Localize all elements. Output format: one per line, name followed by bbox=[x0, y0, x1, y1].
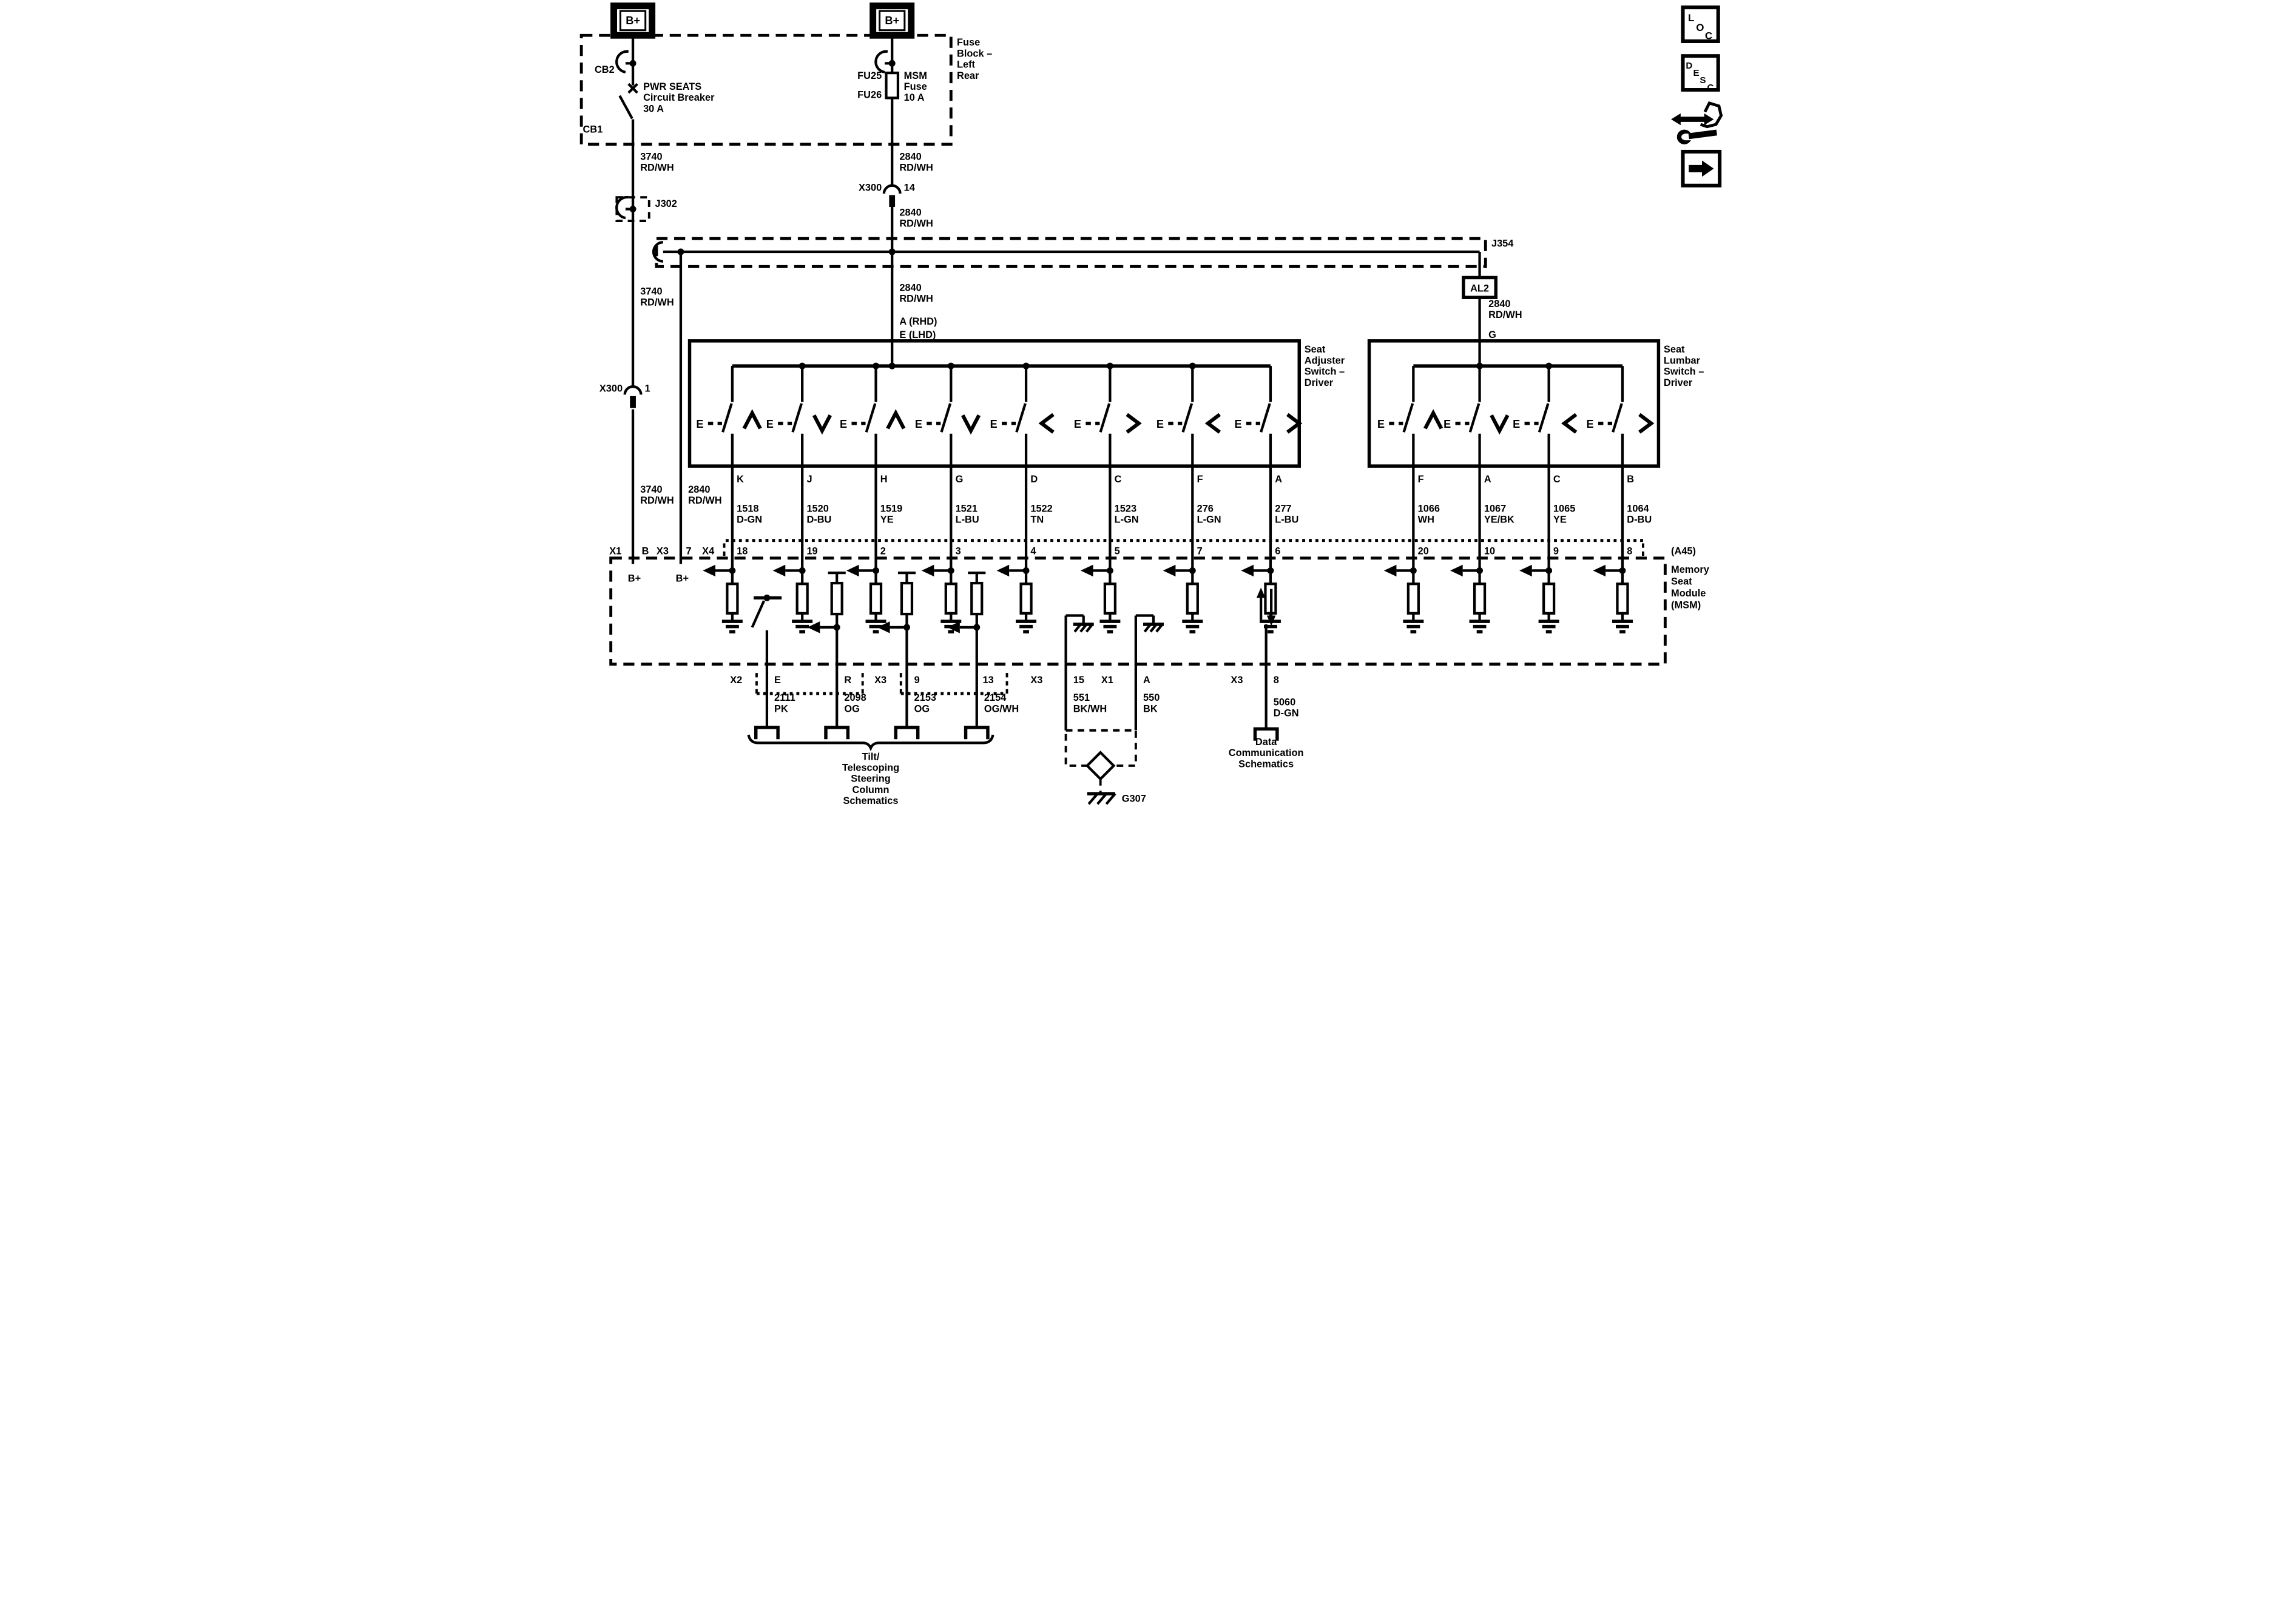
x300-connector-1 bbox=[599, 383, 650, 408]
caption-line: Steering bbox=[850, 773, 891, 785]
switch-blade bbox=[752, 601, 763, 627]
circuit-id: 2111 bbox=[774, 692, 795, 704]
e-terminal: E bbox=[1073, 418, 1081, 431]
circuit-color: D-BU bbox=[1626, 514, 1652, 525]
driver-arrow-icon bbox=[703, 565, 715, 576]
load-icon bbox=[971, 583, 982, 614]
load-icon bbox=[727, 584, 737, 613]
desc-letter: E bbox=[1692, 67, 1700, 78]
load-icon bbox=[1104, 584, 1115, 613]
load-icon bbox=[797, 584, 807, 613]
ground-icon bbox=[721, 621, 742, 632]
msm-pin: 10 bbox=[1484, 545, 1495, 557]
cb1-label: CB1 bbox=[582, 124, 603, 135]
circuit-color: L-GN bbox=[1197, 514, 1221, 525]
caption-line: Telescoping bbox=[842, 762, 899, 774]
load-icon bbox=[1408, 584, 1418, 613]
switch-blade bbox=[792, 403, 802, 432]
load-icon bbox=[871, 584, 881, 613]
driver-arrow-icon bbox=[1519, 565, 1532, 576]
x300-label: X300 bbox=[858, 182, 882, 194]
fuse-block-label bbox=[957, 37, 992, 81]
right-chevron-icon bbox=[1287, 414, 1298, 432]
adjuster-switch-J bbox=[766, 366, 831, 632]
ground-icon bbox=[1538, 621, 1559, 632]
circuit-color: RD/WH bbox=[640, 297, 674, 308]
msm-pin: 8 bbox=[1626, 545, 1632, 557]
caption-line: Data bbox=[1255, 737, 1277, 748]
loc-letter: O bbox=[1695, 21, 1704, 33]
circuit-id: 2098 bbox=[843, 692, 866, 704]
e-terminal: E bbox=[695, 418, 704, 431]
conn: X1 bbox=[1101, 675, 1113, 686]
msm-title: Seat bbox=[1670, 576, 1692, 587]
terminal-icon bbox=[755, 727, 777, 739]
up-chevron-icon bbox=[887, 413, 903, 428]
up-chevron-icon bbox=[744, 413, 760, 428]
circuit-id: 2840 bbox=[899, 282, 922, 294]
driver-arrow-icon bbox=[846, 565, 859, 576]
circuit-id: 1064 bbox=[1626, 503, 1649, 515]
cb2-label: CB2 bbox=[594, 64, 615, 76]
switch-blade bbox=[1100, 403, 1109, 432]
msm-pin: 5 bbox=[1114, 545, 1120, 557]
terminal-g: G bbox=[1488, 329, 1496, 340]
circuit-breaker-icon bbox=[620, 84, 637, 118]
seat-adjuster-switch bbox=[689, 341, 1345, 466]
seat-lumbar-switch bbox=[1369, 341, 1704, 466]
switch-pin: C bbox=[1114, 473, 1122, 485]
circuit-color: YE bbox=[880, 514, 894, 525]
msm-designator: (A45) bbox=[1670, 545, 1696, 557]
lumbar-switch-C bbox=[1513, 366, 1576, 632]
box-title: Lumbar bbox=[1663, 355, 1700, 366]
caption-line: Communication bbox=[1228, 748, 1304, 759]
down-chevron-icon bbox=[1491, 415, 1507, 430]
ground-icon bbox=[1403, 621, 1423, 632]
circuit-color: D-GN bbox=[736, 514, 762, 525]
circuit-color: L-GN bbox=[1114, 514, 1139, 525]
switch-blade bbox=[1470, 403, 1479, 432]
circuit-color: D-BU bbox=[806, 514, 831, 525]
switch-pin: F bbox=[1417, 473, 1424, 485]
loc-letter: L bbox=[1687, 12, 1694, 24]
brace bbox=[748, 735, 993, 748]
adjuster-switch-G bbox=[914, 366, 979, 632]
right-arrowhead-icon bbox=[1704, 113, 1714, 125]
tilt-output-13 bbox=[947, 573, 1019, 739]
circuit-color: PK bbox=[774, 703, 788, 715]
circuit-color: RD/WH bbox=[899, 162, 933, 174]
circuit-color: YE bbox=[1553, 514, 1567, 525]
tilt-output-9 bbox=[877, 573, 936, 739]
adjuster-switch-C bbox=[1073, 366, 1138, 632]
circuit-id: 2840 bbox=[1488, 299, 1511, 310]
ground-icon bbox=[1612, 621, 1632, 632]
conn: X3 bbox=[1030, 675, 1042, 686]
driver-arrow-icon bbox=[1163, 565, 1175, 576]
load-icon bbox=[1544, 584, 1554, 613]
ground-icon bbox=[1099, 621, 1120, 632]
switch-blade bbox=[1016, 403, 1025, 432]
al2-branch bbox=[1463, 252, 1522, 366]
e-terminal: E bbox=[766, 418, 774, 431]
ground-ref: G307 bbox=[1121, 793, 1146, 805]
driver-arrow-icon bbox=[996, 565, 1009, 576]
down-chevron-icon bbox=[962, 415, 979, 430]
driver-arrow-icon bbox=[1241, 565, 1254, 576]
e-terminal: E bbox=[1586, 418, 1594, 431]
pin-b: B bbox=[641, 545, 649, 557]
switch-blade bbox=[866, 403, 875, 432]
desc-button[interactable] bbox=[1683, 56, 1718, 93]
circuit-color: OG bbox=[914, 703, 930, 715]
msm-pin: 6 bbox=[1274, 545, 1280, 557]
caption-line: Schematics bbox=[1238, 758, 1294, 770]
conn-x2: X2 bbox=[729, 675, 742, 686]
splice-icon bbox=[1087, 752, 1113, 779]
battery-feed-left bbox=[613, 6, 652, 36]
e-terminal: E bbox=[990, 418, 998, 431]
switch-pin: A bbox=[1274, 473, 1282, 485]
bplus-label: B+ bbox=[884, 15, 899, 27]
bplus-label: B+ bbox=[625, 15, 640, 27]
switch-pin: H bbox=[880, 473, 888, 485]
tilt-output-R bbox=[807, 573, 866, 739]
up-arrow-icon bbox=[1256, 587, 1265, 598]
circuit-id: 1518 bbox=[736, 503, 759, 515]
j302-label: J302 bbox=[654, 198, 677, 209]
switch-blade bbox=[1403, 403, 1413, 432]
right-chevron-icon bbox=[1127, 414, 1138, 432]
fuse-icon bbox=[886, 73, 897, 98]
circuit-color: L-BU bbox=[955, 514, 979, 525]
switch-pin: B bbox=[1626, 473, 1634, 485]
label-line: Left bbox=[956, 59, 975, 70]
driver-arrow-icon bbox=[921, 565, 934, 576]
load-icon bbox=[831, 583, 842, 614]
circuit-id: 277 bbox=[1274, 503, 1292, 515]
circuit-id: 2840 bbox=[899, 151, 922, 163]
circuit-id: 3740 bbox=[640, 151, 663, 163]
msm-pin: 3 bbox=[955, 545, 961, 557]
circuit-id: 2154 bbox=[984, 692, 1006, 704]
fuse-rating: 10 A bbox=[903, 92, 925, 104]
circuit-color: RD/WH bbox=[899, 293, 933, 305]
terminal-lhd: E (LHD) bbox=[899, 329, 936, 340]
switch-blade bbox=[1261, 403, 1270, 432]
caption-line: Schematics bbox=[843, 795, 899, 807]
x300-label: X300 bbox=[599, 383, 623, 394]
circuit-id: 1065 bbox=[1553, 503, 1575, 515]
driver-arrow-icon bbox=[1383, 565, 1396, 576]
breaker-type: Circuit Breaker bbox=[643, 92, 714, 104]
msm-title: Module bbox=[1670, 587, 1706, 599]
right-chevron-icon bbox=[1639, 414, 1650, 432]
label-line: Rear bbox=[956, 70, 979, 81]
switch-pin: F bbox=[1197, 473, 1203, 485]
breaker-rating: 30 A bbox=[643, 103, 664, 115]
msm-outline bbox=[610, 558, 1665, 664]
circuit-color: L-BU bbox=[1274, 514, 1298, 525]
box-title: Adjuster bbox=[1304, 355, 1345, 366]
conn-x1: X1 bbox=[609, 545, 621, 557]
box-title: Seat bbox=[1663, 344, 1685, 356]
tilt-caption bbox=[748, 735, 993, 806]
wiring-diagram-page bbox=[574, 0, 1723, 813]
left-arrowhead-icon bbox=[1671, 113, 1681, 125]
pin: A bbox=[1143, 675, 1150, 686]
msm-title: Memory bbox=[1670, 564, 1709, 576]
circuit-color: RD/WH bbox=[899, 218, 933, 229]
box-title: Switch – bbox=[1304, 366, 1345, 377]
pin: E bbox=[774, 675, 781, 686]
switch-pin: C bbox=[1553, 473, 1561, 485]
load-icon bbox=[1021, 584, 1031, 613]
wrench-handle-icon bbox=[1689, 132, 1717, 136]
label-line: Block – bbox=[956, 48, 992, 59]
msm-pin: 2 bbox=[880, 545, 886, 557]
bplus-in: B+ bbox=[627, 573, 641, 584]
pin-7: 7 bbox=[685, 545, 692, 557]
lumbar-switch-F bbox=[1377, 366, 1441, 632]
circuit-id: 1519 bbox=[880, 503, 902, 515]
switch-blade bbox=[1183, 403, 1192, 432]
circuit-id: 3740 bbox=[640, 484, 663, 495]
caption-line: Tilt/ bbox=[862, 751, 879, 763]
ground-output-15 bbox=[1030, 615, 1107, 730]
bplus-in: B+ bbox=[675, 573, 689, 584]
circuit-id: 1520 bbox=[806, 503, 829, 515]
conn-x4: X4 bbox=[701, 545, 714, 557]
circuit-color: BK bbox=[1143, 703, 1158, 715]
switch-pin: D bbox=[1030, 473, 1038, 485]
battery-feed-right bbox=[873, 6, 911, 36]
desc-letter: S bbox=[1699, 75, 1706, 86]
circuit-id: 2840 bbox=[899, 207, 922, 218]
e-terminal: E bbox=[1156, 418, 1164, 431]
switch-pin: K bbox=[736, 473, 744, 485]
j354-terminal-icon bbox=[653, 242, 663, 262]
box-title: Seat bbox=[1304, 344, 1325, 356]
data-comm-output bbox=[1228, 587, 1303, 769]
pin: R bbox=[843, 675, 851, 686]
j354-label: J354 bbox=[1491, 238, 1513, 249]
adjuster-switch-A bbox=[1234, 366, 1299, 632]
switch-pin: J bbox=[806, 473, 812, 485]
e-terminal: E bbox=[1512, 418, 1520, 431]
terminal-icon bbox=[826, 727, 848, 739]
adjuster-switch-D bbox=[990, 366, 1053, 632]
circuit-color: D-GN bbox=[1273, 707, 1299, 719]
label-line: Fuse bbox=[956, 37, 980, 49]
al2-label: AL2 bbox=[1470, 283, 1489, 294]
circuit-id: 1067 bbox=[1484, 503, 1506, 515]
j354-splice-run bbox=[653, 238, 1514, 564]
load-icon bbox=[1187, 584, 1197, 613]
driver-arrow-icon bbox=[772, 565, 785, 576]
switch-blade bbox=[941, 403, 950, 432]
terminal-icon bbox=[965, 727, 987, 739]
terminal-rhd: A (RHD) bbox=[899, 316, 937, 328]
msm-pin: 9 bbox=[1553, 545, 1559, 557]
fuse-terminal-icon bbox=[876, 52, 888, 72]
driver-arrow-icon bbox=[807, 621, 820, 633]
msm-pin: 4 bbox=[1030, 545, 1036, 557]
circuit-id: 1522 bbox=[1030, 503, 1053, 515]
e-terminal: E bbox=[1443, 418, 1451, 431]
circuit-color: RD/WH bbox=[640, 162, 674, 174]
caption-line: Column bbox=[852, 784, 890, 795]
driver-arrow-icon bbox=[1450, 565, 1463, 576]
down-chevron-icon bbox=[814, 415, 830, 430]
circuit-color: RD/WH bbox=[687, 495, 722, 507]
adjuster-switch-F bbox=[1156, 366, 1221, 632]
e-terminal: E bbox=[1234, 418, 1242, 431]
circuit-color: WH bbox=[1417, 514, 1434, 525]
up-chevron-icon bbox=[1425, 413, 1441, 428]
cb2-terminal-icon bbox=[616, 52, 629, 72]
breaker-name: PWR SEATS bbox=[643, 81, 701, 93]
circuit-id: 2840 bbox=[687, 484, 711, 495]
ground-icon bbox=[1016, 621, 1036, 632]
pin: 9 bbox=[914, 675, 920, 686]
connector-repair-button[interactable] bbox=[1671, 103, 1721, 142]
circuit-color: YE/BK bbox=[1484, 514, 1514, 525]
fuse-type: Fuse bbox=[903, 81, 927, 93]
driver-arrow-icon bbox=[1593, 565, 1606, 576]
e-terminal: E bbox=[839, 418, 847, 431]
switch-blade bbox=[1613, 403, 1622, 432]
pin: 13 bbox=[982, 675, 994, 686]
circuit-id: 1521 bbox=[955, 503, 977, 515]
load-icon bbox=[1617, 584, 1627, 613]
switch-pin: G bbox=[955, 473, 963, 485]
conn-x3: X3 bbox=[874, 675, 886, 686]
box-title: Driver bbox=[1304, 377, 1333, 388]
circuit-id: 276 bbox=[1197, 503, 1214, 515]
ground-splice bbox=[1065, 731, 1146, 805]
circuit-color: RD/WH bbox=[640, 495, 674, 507]
fuse-name: MSM bbox=[903, 70, 927, 81]
circuit-color: OG/WH bbox=[984, 703, 1019, 715]
ground-icon bbox=[1469, 621, 1490, 632]
driver-arrow-icon bbox=[877, 621, 890, 633]
circuit-color: OG bbox=[843, 703, 860, 715]
fu26-label: FU26 bbox=[857, 89, 882, 101]
circuit-id: 3740 bbox=[640, 286, 663, 297]
pin: 8 bbox=[1273, 675, 1279, 686]
desc-letter: D bbox=[1685, 60, 1692, 71]
e-terminal: E bbox=[1377, 418, 1385, 431]
loc-button[interactable] bbox=[1683, 7, 1718, 41]
circuit-id: 1066 bbox=[1417, 503, 1440, 515]
loc-letter: C bbox=[1704, 30, 1712, 42]
pin: 15 bbox=[1073, 675, 1084, 686]
circuit-color: TN bbox=[1030, 514, 1044, 525]
conn: X3 bbox=[1230, 675, 1243, 686]
forward-button[interactable] bbox=[1683, 152, 1720, 186]
circuit-id: 550 bbox=[1143, 692, 1160, 704]
e-terminal: E bbox=[914, 418, 922, 431]
circuit-color: RD/WH bbox=[1488, 309, 1522, 321]
left-chevron-icon bbox=[1041, 414, 1053, 432]
x300-connector-14 bbox=[858, 182, 915, 207]
circuit-id: 2153 bbox=[914, 692, 936, 704]
switch-blade bbox=[1539, 403, 1548, 432]
desc-letter: C bbox=[1707, 83, 1714, 93]
connector-outline-icon bbox=[1700, 103, 1721, 127]
adjuster-switch-H bbox=[840, 366, 904, 632]
msm-pin: 7 bbox=[1197, 545, 1203, 557]
x300-pin: 14 bbox=[903, 182, 915, 194]
switch-pin: A bbox=[1484, 473, 1491, 485]
msm-pin: 18 bbox=[736, 545, 748, 557]
circuit-color: BK/WH bbox=[1073, 703, 1107, 715]
load-icon bbox=[901, 583, 911, 614]
lumbar-switch-B bbox=[1586, 366, 1652, 632]
switch-blade bbox=[723, 403, 732, 432]
load-icon bbox=[945, 584, 956, 613]
driver-arrow-icon bbox=[1080, 565, 1093, 576]
ground-icon bbox=[1182, 621, 1203, 632]
box-title: Switch – bbox=[1663, 366, 1704, 377]
left-chevron-icon bbox=[1207, 414, 1219, 432]
fuse-branch bbox=[857, 35, 937, 366]
circuit-id: 1523 bbox=[1114, 503, 1136, 515]
conn-x3: X3 bbox=[656, 545, 669, 557]
box-title: Driver bbox=[1663, 377, 1692, 388]
lumbar-switch-A bbox=[1443, 366, 1514, 632]
tilt-output-E bbox=[752, 595, 795, 739]
fu25-label: FU25 bbox=[857, 70, 882, 81]
tilt-pin-row bbox=[730, 673, 1007, 694]
load-icon bbox=[1474, 584, 1485, 613]
msm-pin: 20 bbox=[1417, 545, 1429, 557]
msm-pin: 19 bbox=[806, 545, 818, 557]
terminal-icon bbox=[896, 727, 917, 739]
circuit-id: 551 bbox=[1073, 692, 1090, 704]
x300-pin: 1 bbox=[644, 383, 650, 394]
j302-connector bbox=[616, 197, 677, 218]
circuit-id: 5060 bbox=[1273, 697, 1295, 708]
left-chevron-icon bbox=[1564, 414, 1576, 432]
msm-title: (MSM) bbox=[1670, 599, 1701, 611]
